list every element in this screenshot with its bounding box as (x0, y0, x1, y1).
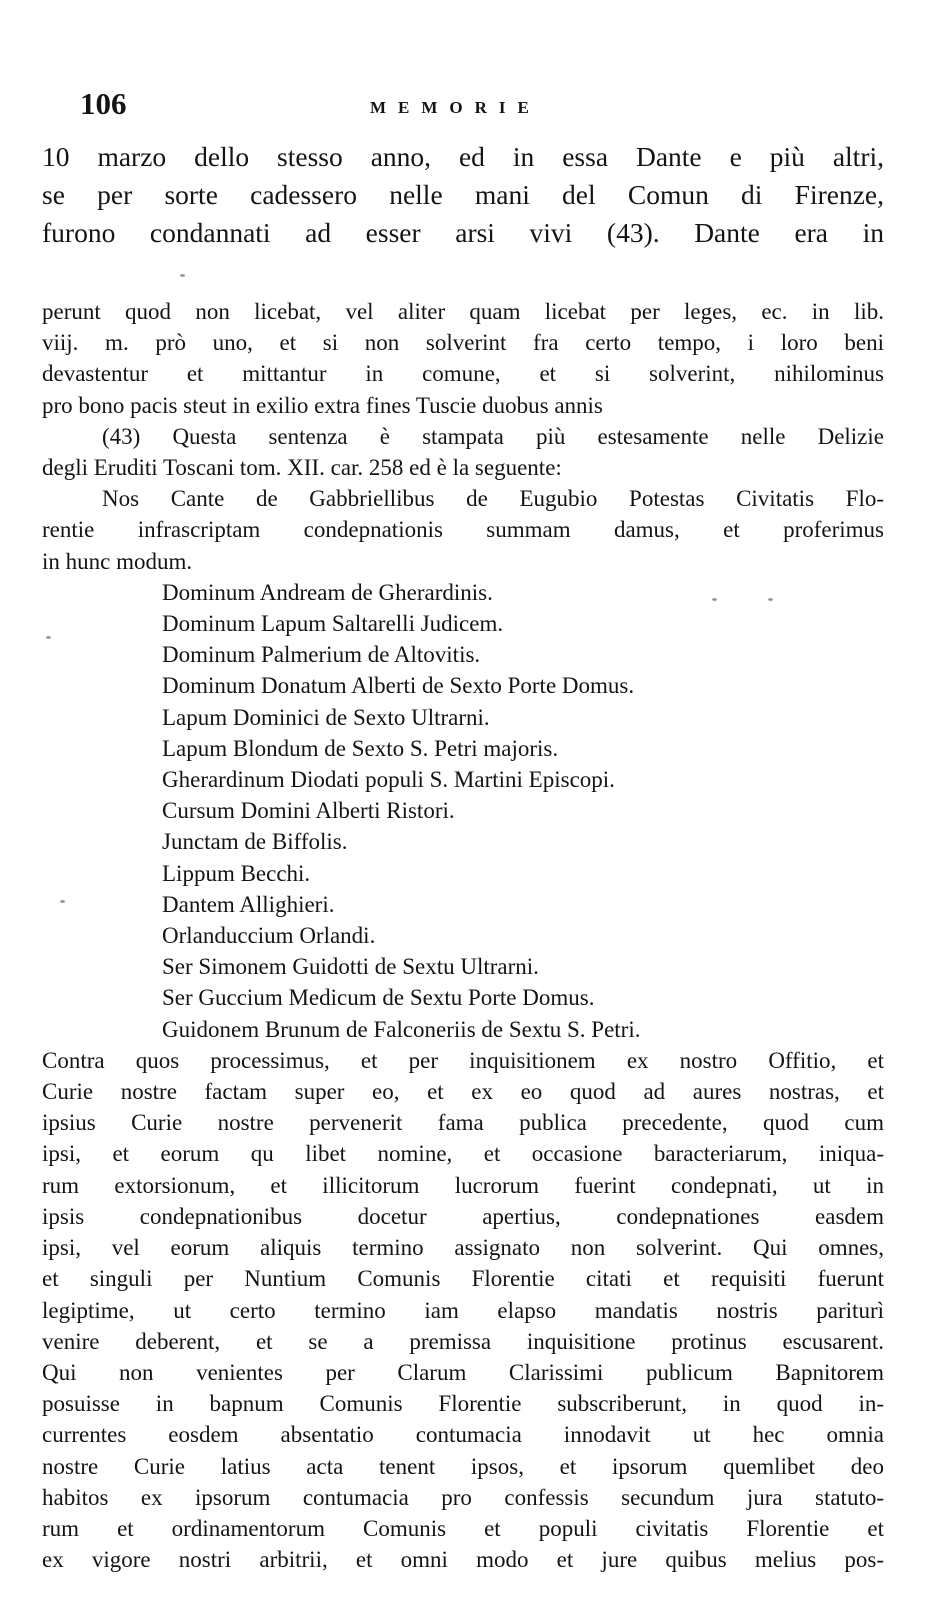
footnote-line: ipsi, et eorum qu libet nomine, et occasione baracteriarum, iniqua- (42, 1141, 884, 1167)
sentence-body (42, 1045, 884, 1575)
running-head: MEMORIE (370, 98, 541, 117)
main-text-line: furono condannati ad esser arsi vivi (43). Dante era in (42, 217, 884, 248)
name-entry: Dominum Andream de Gherardinis. (162, 579, 493, 605)
print-speck (60, 900, 65, 903)
footnote-line: venire deberent, et se a premissa inquisitione protinus escusarent. (42, 1328, 884, 1354)
footnote-line: legiptime, ut certo termino iam elapso mandatis nostris pariturì (42, 1297, 884, 1323)
name-entry: Lapum Blondum de Sexto S. Petri majoris. (162, 735, 559, 761)
print-speck (46, 636, 51, 639)
name-entry: Dominum Palmerium de Altovitis. (162, 642, 481, 668)
footnote-line: ipsis condepnationibus docetur apertius, condepnationes easdem (42, 1203, 884, 1229)
footnote-line: (43) Questa sentenza è stampata più estesamente nelle Delizie (102, 423, 884, 449)
footnote-line: pro bono pacis steut in exilio extra fines Tuscie duobus annis (42, 392, 603, 418)
name-entry: Lapum Dominici de Sexto Ultrarni. (162, 704, 490, 730)
main-text-line: 10 marzo dello stesso anno, ed in essa Dante e più altri, (42, 141, 884, 172)
footnote-line: posuisse in bapnum Comunis Florentie subscriberunt, in quod in- (42, 1391, 884, 1417)
footnote-line: rum extorsionum, et illicitorum lucrorum fuerint condepnati, ut in (42, 1172, 884, 1198)
footnote-line: perunt quod non licebat, vel aliter quam licebat per leges, ec. in lib. (42, 299, 884, 324)
name-entry: Cursum Domini Alberti Ristori. (162, 798, 455, 824)
footnote-line: ipsius Curie nostre pervenerit fama publica precedente, quod cum (42, 1110, 884, 1136)
footnote-43 (42, 421, 884, 577)
footnote-line: ex vigore nostri arbitrii, et omni modo et jure quibus melius pos- (42, 1547, 884, 1573)
page-header (80, 86, 900, 136)
footnote-line: rentie infrascriptam condepnationis summam damus, et proferimus (42, 517, 884, 543)
footnote-continuation (42, 296, 884, 421)
footnote-line: in hunc modum. (42, 548, 193, 574)
footnote-line: Nos Cante de Gabbriellibus de Eugubio Potestas Civitatis Flo- (102, 486, 884, 512)
condemned-names-list (42, 577, 884, 1045)
name-entry: Ser Guccium Medicum de Sextu Porte Domus. (162, 985, 595, 1011)
main-text (42, 138, 884, 252)
footnotes (42, 296, 884, 1575)
footnote-line: habitos ex ipsorum contumacia pro confessis secundum jura statuto- (42, 1484, 884, 1510)
footnote-line: Qui non venientes per Clarum Clarissimi publicum Bapnitorem (42, 1359, 884, 1385)
footnote-line: et singuli per Nuntium Comunis Florentie citati et requisiti fuerunt (42, 1266, 884, 1292)
name-entry: Guidonem Brunum de Falconeriis de Sextu S. Petri. (162, 1016, 641, 1042)
footnote-line: degli Eruditi Toscani tom. XII. car. 258 ed è la seguente: (42, 455, 562, 481)
print-speck (768, 598, 773, 601)
name-entry: Orlanduccium Orlandi. (162, 923, 376, 949)
name-entry: Dantem Allighieri. (162, 891, 335, 917)
name-entry: Gherardinum Diodati populi S. Martini Episcopi. (162, 767, 615, 793)
footnote-line: viij. m. prò uno, et si non solverint fra certo tempo, i loro beni (42, 330, 884, 356)
name-entry: Ser Simonem Guidotti de Sextu Ultrarni. (162, 954, 539, 980)
footnote-line: Curie nostre factam super eo, et ex eo quod ad aures nostras, et (42, 1079, 884, 1105)
footnote-line: ipsi, vel eorum aliquis termino assignato non solverint. Qui omnes, (42, 1235, 884, 1261)
footnote-line: nostre Curie latius acta tenent ipsos, et ipsorum quemlibet deo (42, 1453, 884, 1479)
footnote-line: Contra quos processimus, et per inquisitionem ex nostro Offitio, et (42, 1047, 884, 1073)
footnote-line: devastentur et mittantur in comune, et si solverint, nihilominus (42, 361, 884, 387)
footnote-line: currentes eosdem absentatio contumacia innodavit ut hec omnia (42, 1422, 884, 1448)
footnote-line: rum et ordinamentorum Comunis et populi civitatis Florentie et (42, 1515, 884, 1541)
name-entry: Dominum Donatum Alberti de Sexto Porte Domus. (162, 673, 635, 699)
name-entry: Lippum Becchi. (162, 860, 311, 886)
main-text-line: se per sorte cadessero nelle mani del Comun di Firenze, (42, 179, 884, 210)
name-entry: Dominum Lapum Saltarelli Judicem. (162, 611, 504, 637)
print-speck (180, 274, 185, 277)
print-speck (712, 598, 717, 601)
name-entry: Junctam de Biffolis. (162, 829, 348, 855)
page-number: 106 (80, 86, 127, 121)
